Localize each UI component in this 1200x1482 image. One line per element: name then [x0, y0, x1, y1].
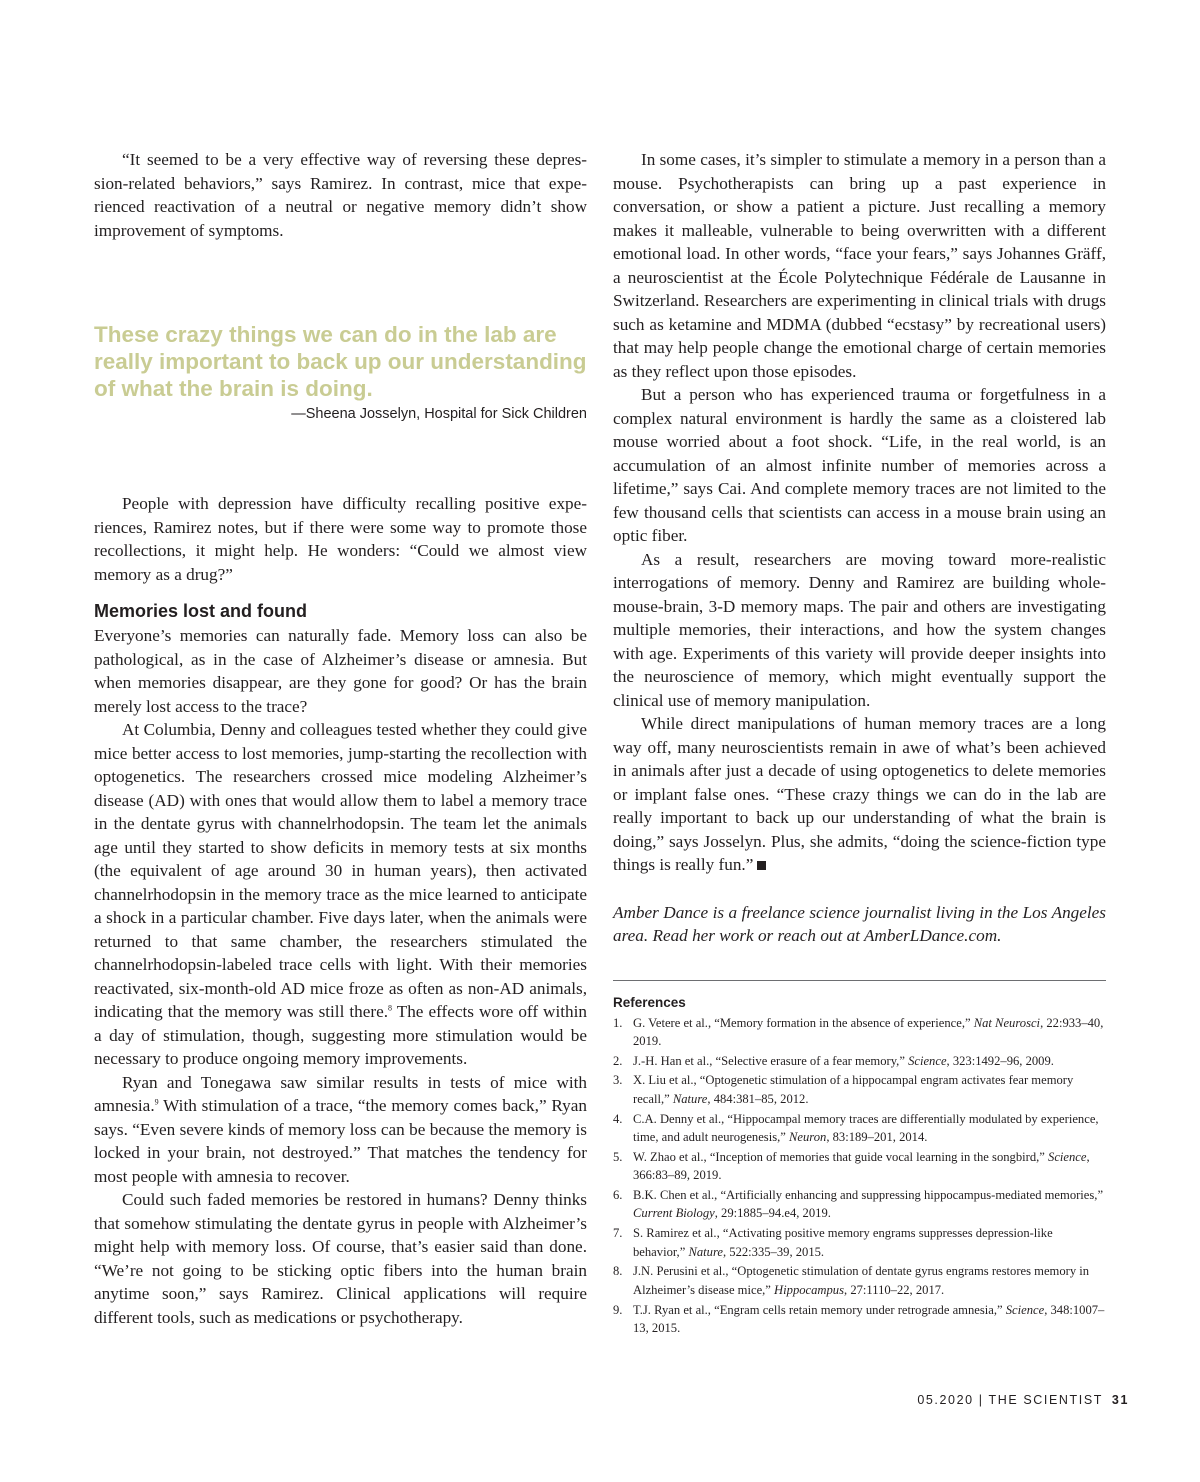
reference-number: 6.	[613, 1187, 623, 1202]
reference-text: J.N. Perusini et al., “Optogenetic stimulation of dentate gyrus engrams restores memory in Alzheimer’s disease mice,”	[633, 1264, 1090, 1297]
reference-item	[613, 1110, 1106, 1147]
reference-text: J.-H. Han et al., “Selective erasure of a fear memory,”	[633, 1053, 909, 1068]
reference-details: , 29:1885–94.e4, 2019.	[714, 1206, 831, 1221]
paragraph-text: While direct manipulations of human memory traces are a long way off, many neuroscientists remain in awe of what’s been achieved in animals after just a decade of using optogenetics to delete memories or implant false ones. “These crazy things we can do in the lab are really important to back up our understanding of what the brain is doing,” says Josselyn. Plus, she admits, “doing the science-fiction type things is really fun.”	[613, 714, 1106, 874]
reference-text: T.J. Ryan et al., “Engram cells retain memory under retrograde amnesia,”	[633, 1302, 1006, 1317]
reference-item	[613, 1071, 1106, 1108]
reference-journal: Science	[1048, 1149, 1087, 1164]
reference-number: 7.	[613, 1226, 623, 1241]
paragraph-text: Ryan and Tonegawa saw similar results in tests of mice with amnesia.	[94, 1072, 587, 1115]
reference-journal: Current Biology	[633, 1206, 715, 1221]
reference-number: 4.	[613, 1111, 623, 1126]
issue-label: 05.2020 | THE SCIENTIST	[917, 1393, 1103, 1407]
reference-item	[613, 1301, 1106, 1338]
references-heading: References	[613, 994, 686, 1010]
reference-text: X. Liu et al., “Optogenetic stimulation of a hippocampal engram activates fear memory recall,”	[633, 1073, 1074, 1106]
reference-text: W. Zhao et al., “Inception of memories that guide vocal learning in the songbird,”	[633, 1149, 1049, 1164]
body-paragraph: Could such faded memories be restored in humans? Denny thinks that somehow stimulating the dentate gyrus in people with Alzheimer’s might help with memory loss. Of course, that’s easier said than done. “We’re not going to be sticking optic fibers into the human brain anytime soon,” says Ramirez. Clinical applications will require different tools, such as medications or psychotherapy.	[94, 1190, 587, 1327]
reference-journal: Nature	[688, 1244, 723, 1259]
reference-details: , 22:933–40, 2019.	[633, 1015, 1104, 1048]
pull-quote: These crazy things we can do in the lab are really important to back up our understanding of what the brain is doing.	[94, 322, 587, 401]
body-paragraph: “It seemed to be a very effective way of reversing these depression-related behaviors,” says Ramirez. In contrast, mice that experienced reactivation of a neutral or negative memory didn’t show improvement of symptoms.	[94, 150, 587, 240]
body-paragraph: As a result, researchers are moving toward more-realistic interrogations of memory. Denny and Ramirez are building whole-mouse-brain, 3-D memory maps. The pair and others are investigating multiple memories, their interactions, and how the system changes with age. Experiments of this variety will provide deeper insights into the neuroscience of memory, which might eventually support the clinical use of memory manipulation.	[613, 549, 1106, 710]
reference-details: , 484:381–85, 2012.	[707, 1091, 809, 1106]
body-paragraph	[94, 1071, 587, 1189]
body-paragraph: But a person who has experienced trauma or forgetfulness in a complex natural environment is hardly the same as a cloistered lab mouse worried about a foot shock. “Life, in the real world, is an accumulation of an almost infinite number of memories across a lifetime,” says Cai. And complete memory traces are not limited to the few thousand cells that scientists can access in a mouse brain using an optic fiber.	[613, 385, 1106, 545]
reference-text: C.A. Denny et al., “Hippocampal memory traces are differentially modulated by experience, time, and adult neurogenesis,”	[633, 1111, 1099, 1145]
reference-journal: Nat Neurosci	[973, 1015, 1041, 1030]
paragraph-text: At Columbia, Denny and colleagues tested whether they could give mice better access to lost memories, jump-starting the recollection with optogenetics. The researchers crossed mice modeling Alzheimer’s disease (AD) with ones that would allow them to label a memory trace in the dentate gyrus with channelrhodopsin. The team let the animals age until they started to show deficits in memory tests at six months (the equivalent of age around 30 in human years), then activated channelrhodopsin in the memory trace as the mice learned to anticipate a shock in a particular chamber. Five days later, when the animals were returned to that same chamber, the researchers stimulated the channelrhodopsin-labeled trace cells with light. With their memories reactivated, six-month-old AD mice froze as often as non-AD animals, indicating that the memory was still there.	[94, 720, 587, 1021]
page-footer	[917, 1393, 1129, 1407]
body-paragraph: People with depression have difficulty recalling positive experiences, Ramirez notes, but if there were some way to promote those recollections, it might help. He wonders: “Could we almost view memory as a drug?”	[94, 494, 587, 584]
paragraph-text: With stimulation of a trace, “the memory comes back,” Ryan says. “Even severe kinds of memory loss can be because the memory is locked in your brain, not destroyed.” That matches the tendency for most people with amnesia to recover.	[94, 1096, 587, 1186]
reference-item	[613, 1052, 1106, 1071]
reference-details: , 27:1110–22, 2017.	[844, 1282, 945, 1297]
reference-journal: Nature	[672, 1091, 708, 1106]
section-subhead: Memories lost and found	[94, 601, 308, 621]
page-number: 31	[1111, 1393, 1129, 1407]
references-list	[613, 1014, 1106, 1338]
reference-item	[613, 1262, 1106, 1299]
citation-superscript: 8	[388, 1003, 393, 1013]
citation-superscript: 9	[154, 1097, 159, 1107]
reference-details: , 522:335–39, 2015.	[722, 1244, 825, 1259]
reference-item	[613, 1014, 1106, 1051]
reference-journal: Science	[1005, 1302, 1045, 1317]
reference-details: , 323:1492–96, 2009.	[946, 1053, 1054, 1068]
reference-text: S. Ramirez et al., “Activating positive memory engrams suppresses depression-like behavior,”	[633, 1226, 1053, 1259]
reference-text: G. Vetere et al., “Memory formation in the absence of experience,”	[633, 1015, 974, 1030]
reference-item	[613, 1186, 1106, 1223]
author-bio: Amber Dance is a freelance science journalist living in the Los Angeles area. Read her work or reach out at AmberLDance.com.	[613, 902, 1106, 945]
reference-text: B.K. Chen et al., “Artificially enhancing and suppressing hippocampus-mediated memories,”	[633, 1187, 1104, 1202]
body-paragraph	[94, 718, 587, 1071]
left-column	[94, 148, 587, 1329]
reference-journal: Science	[908, 1053, 947, 1068]
reference-details: , 83:189–201, 2014.	[826, 1130, 928, 1145]
reference-details: , 366:83–89, 2019.	[633, 1149, 1090, 1183]
reference-number: 8.	[613, 1264, 623, 1279]
reference-item	[613, 1148, 1106, 1185]
paragraph-text: The effects wore off within a day of stimulation, though, suggesting more stimulation would be necessary to produce ongoing memory improvements.	[94, 1002, 587, 1068]
body-paragraph: Everyone’s memories can naturally fade. Memory loss can also be pathological, as in the case of Alzheimer’s disease or amnesia. But when memories disappear, are they gone for good? Or has the brain merely lost access to the trace?	[94, 626, 587, 716]
reference-journal: Neuron	[788, 1130, 827, 1145]
right-column	[613, 148, 1106, 1339]
reference-item	[613, 1224, 1106, 1261]
end-square-icon	[757, 861, 766, 870]
reference-journal: Hippocampus	[774, 1282, 845, 1297]
reference-number: 3.	[613, 1073, 623, 1088]
reference-number: 1.	[613, 1015, 623, 1030]
reference-number: 5.	[613, 1149, 623, 1164]
body-paragraph	[613, 712, 1106, 877]
body-paragraph: In some cases, it’s simpler to stimulate a memory in a person than a mouse. Psychotherapists can bring up a past experience in conversation, or show a patient a picture. Just recalling a memory makes it malleable, vulnerable to being overwritten with a different emotional load. In other words, “face your fears,” says Johannes Gräff, a neuroscientist at the École Polytechnique Fédérale de Lausanne in Switzerland. Researchers are experimenting in clinical trials with drugs such as ketamine and MDMA (dubbed “ecstasy” by recreational users) that may help people change the emotional charge of certain memories as they reflect upon those episodes.	[613, 150, 1106, 381]
reference-number: 9.	[613, 1302, 623, 1317]
reference-details: , 348:1007–13, 2015.	[633, 1302, 1105, 1335]
reference-number: 2.	[613, 1053, 623, 1068]
divider	[613, 980, 1106, 981]
pull-quote-attribution: —Sheena Josselyn, Hospital for Sick Children	[291, 406, 587, 422]
